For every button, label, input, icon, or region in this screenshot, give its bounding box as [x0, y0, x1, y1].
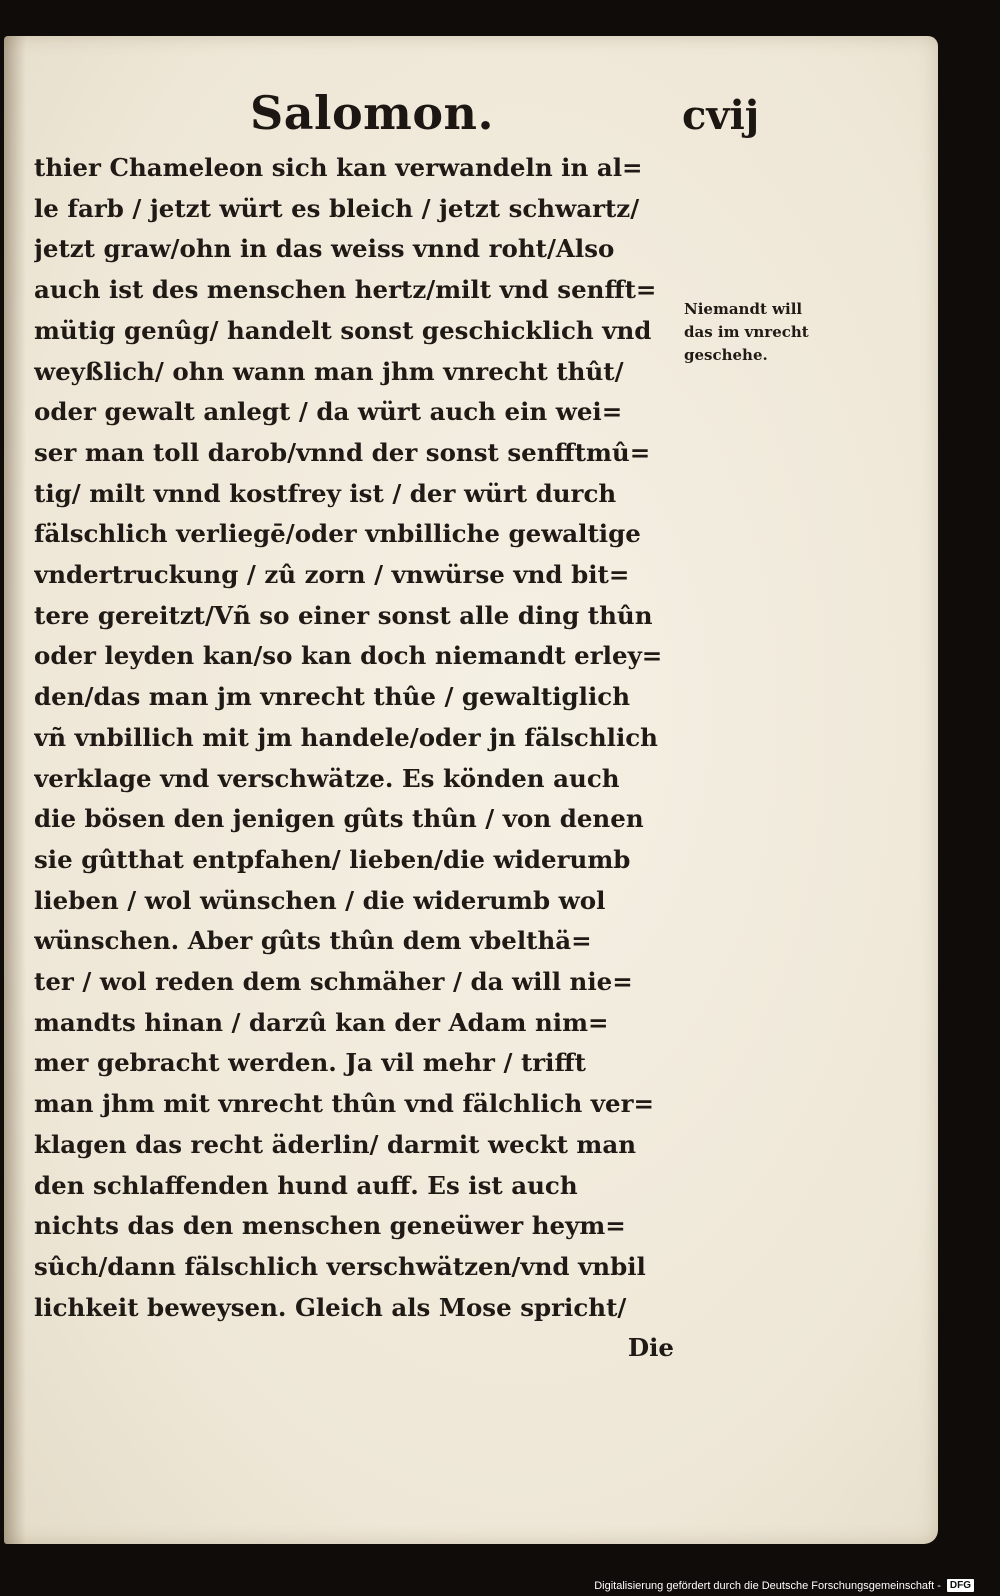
text-line: klagen das recht äderlin/ darmit weckt man: [34, 1129, 637, 1159]
main-text-block: [34, 148, 674, 1369]
text-line: lieben / wol wünschen / die widerumb wol: [34, 885, 606, 915]
marginal-note: [684, 298, 864, 367]
text-line: vndertruckung / zû zorn / vnwürse vnd bit=: [34, 560, 630, 590]
text-line: mandts hinan / darzû kan der Adam nim=: [34, 1007, 609, 1037]
text-line: den schlaffenden hund auff. Es ist auch: [34, 1170, 578, 1200]
dfg-logo-icon: DFG: [947, 1579, 974, 1592]
text-line: sie gûtthat entpfahen/ lieben/die widerumb: [34, 844, 631, 874]
digitization-footer: [594, 1579, 974, 1592]
marginal-note-line: Niemandt will: [684, 300, 803, 318]
text-line: fälschlich verliegē/oder vnbilliche gewaltige: [34, 519, 641, 549]
marginal-note-line: geschehe.: [684, 346, 768, 364]
text-line: le farb / jetzt würt es bleich / jetzt schwartz/: [34, 193, 640, 223]
text-line: vñ vnbillich mit jm handele/oder jn fälschlich: [34, 722, 658, 752]
text-line: lichkeit beweysen. Gleich als Mose spricht/: [34, 1292, 627, 1322]
text-line: wünschen. Aber gûts thûn dem vbelthä=: [34, 926, 592, 956]
text-line: nichts das den menschen geneüwer heym=: [34, 1211, 626, 1241]
text-line: oder leyden kan/so kan doch niemandt erley=: [34, 641, 663, 671]
text-line: sûch/dann fälschlich verschwätzen/vnd vnbil: [34, 1251, 646, 1281]
catchword: Die: [627, 1333, 674, 1363]
text-line: man jhm mit vnrecht thûn vnd fälchlich ver=: [34, 1089, 655, 1119]
text-line: jetzt graw/ohn in das weiss vnnd roht/Also: [34, 234, 615, 264]
funding-credit: Digitalisierung gefördert durch die Deutsche Forschungsgemeinschaft -: [594, 1579, 941, 1592]
text-line: die bösen den jenigen gûts thûn / von denen: [34, 804, 644, 834]
text-line: verklage vnd verschwätze. Es könden auch: [34, 763, 620, 793]
text-line: ser man toll darob/vnnd der sonst senfftmû=: [34, 437, 651, 467]
marginal-note-line: das im vnrecht: [684, 323, 809, 341]
text-line: tere gereitzt/Vñ so einer sonst alle ding thûn: [34, 600, 653, 630]
text-line: den/das man jm vnrecht thûe / gewaltiglich: [34, 682, 631, 712]
running-head: Salomon.: [250, 86, 494, 140]
text-line: thier Chameleon sich kan verwandeln in al=: [34, 153, 643, 182]
text-line: mütig genûg/ handelt sonst geschicklich vnd: [34, 315, 652, 345]
text-line: ter / wol reden dem schmäher / da will nie=: [34, 967, 633, 997]
folio-number: cvij: [682, 92, 760, 139]
text-line: tig/ milt vnnd kostfrey ist / der würt durch: [34, 478, 617, 508]
spine-shadow: [4, 36, 26, 1544]
book-page: [4, 36, 938, 1544]
text-line: oder gewalt anlegt / da würt auch ein wei=: [34, 397, 623, 427]
text-line: weyßlich/ ohn wann man jhm vnrecht thût/: [34, 356, 624, 386]
text-line: mer gebracht werden. Ja vil mehr / trifft: [34, 1048, 586, 1078]
text-line: auch ist des menschen hertz/milt vnd senfft=: [34, 275, 657, 305]
